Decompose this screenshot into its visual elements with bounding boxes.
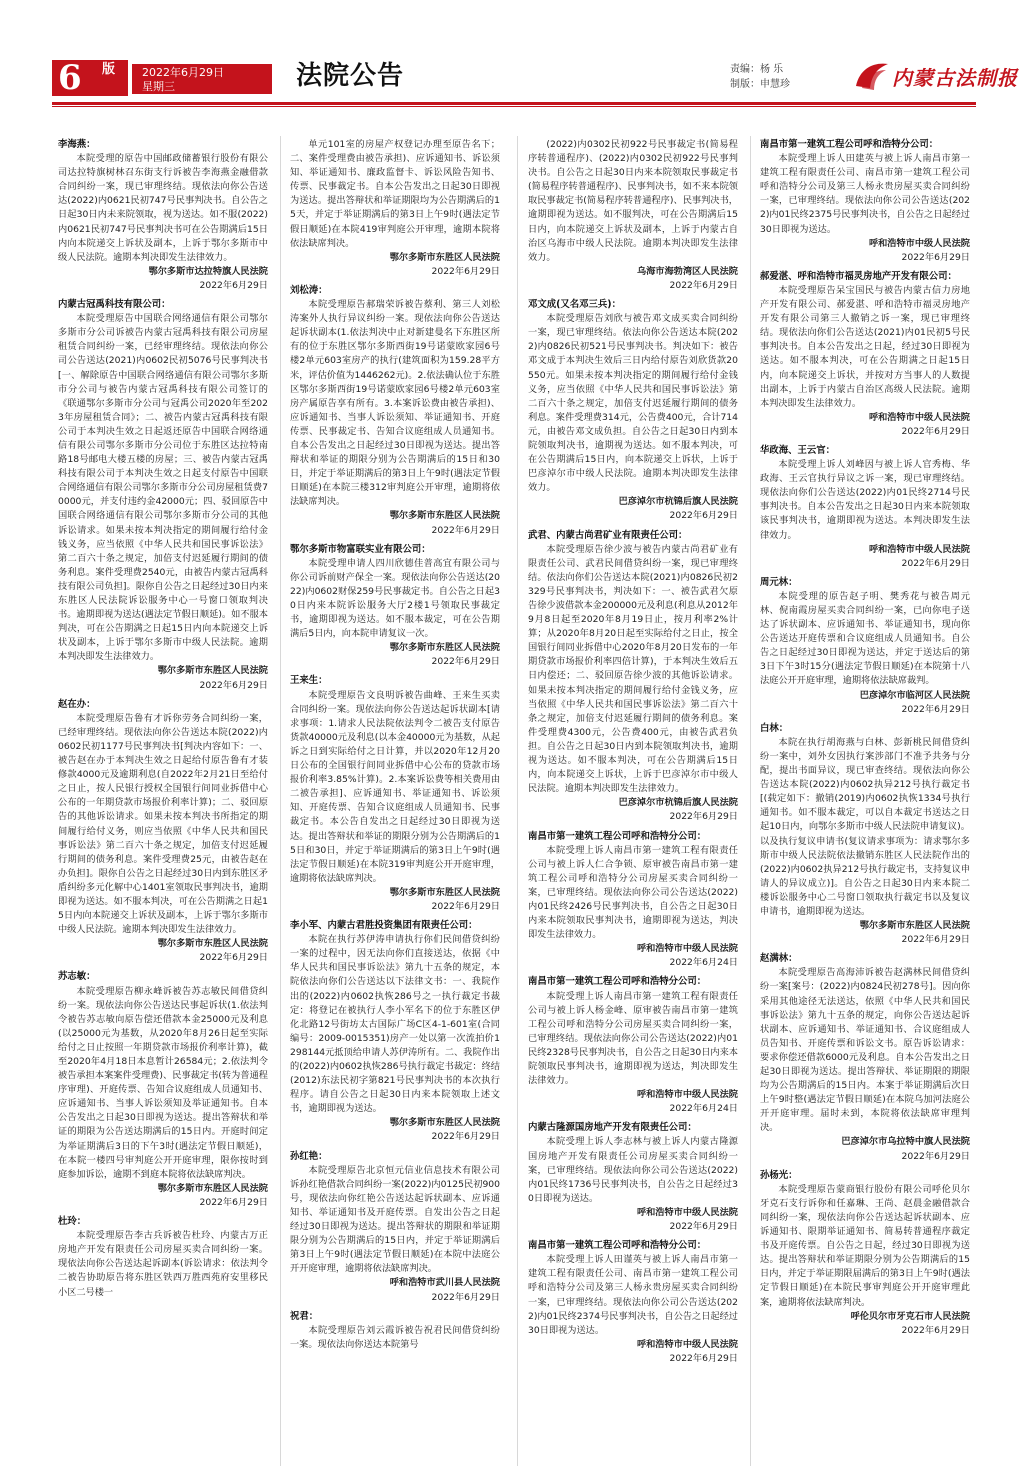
court-notice: [290, 1310, 500, 1352]
section-title: 法院公告: [296, 61, 405, 91]
court-notice: [528, 975, 738, 1116]
notice-date: 2022年6月29日: [669, 279, 738, 291]
column-3: [528, 138, 738, 1371]
notice-body: 本院受理原告蒙商银行股份有限公司呼伦贝尔牙克石支行诉你和任嘉琳、王尚、赵晨金融借款合同纠纷一案，现依法向你公告送达起诉状副本、应诉通知书、限期举证通知书、简易转普通程序裁定书及开庭传票。自公告之日起，经过30日即视为送达。提出答辩状和举证期限分别为公告期满后的15日内，并定于举证期限届满后的第3日上午9时(遇法定节假日顺延)在本院民事审判庭公开开庭审理此案，逾期将依法缺席判决。: [760, 1183, 970, 1308]
court-notice: [760, 576, 970, 717]
notice-date: 2022年6月29日: [199, 952, 268, 964]
producer: 制版：申慧珍: [730, 79, 790, 90]
court-notice: [290, 674, 500, 914]
notice-body: 本院受理原告北京恒元信业信息技术有限公司诉孙红艳借款合同纠纷一案(2022)内0125民初900号，现依法向你红艳公告送达起诉状副本、应诉通知书、举证通知书及开庭传票。自发出公告之日起经过30日即视为送达。提出答辩状的期限和举证期限分别为公告期满后的15日内，并定于举证期满后第3日上午9时(遇法定节假日顺延)在本院中法庭公开开庭审理，逾期将依法缺席判决。: [290, 1164, 500, 1275]
notice-date: 2022年6月29日: [901, 703, 970, 715]
court-notice: [290, 543, 500, 670]
notice-date: 2022年6月29日: [431, 900, 500, 912]
notice-court: 呼和浩特市中级人民法院: [868, 411, 970, 423]
court-notice: [760, 1169, 970, 1338]
column-2: [290, 138, 500, 1357]
notice-court: 鄂尔多斯市东胜区人民法院: [389, 642, 500, 654]
notice-addressee: 内蒙古隆源国房地产开发有限责任公司：: [528, 1122, 697, 1134]
notice-addressee: 南昌市第一建筑工程公司呼和浩特分公司：: [760, 139, 939, 150]
notice-body: 本院受理原告徐少波与被告内蒙古尚君矿业有限责任公司、武君民间借贷纠纷一案，现已审理终结。依法向你们公告送达本院(2021)内0826民初2329号民事判决书，判决如下：一、被告武君欠原告徐少波借款本金200000元及利息(利息从2012年9月8日起至2020年8月19日止，按月利率2%计算；从2020年8月20日起至实际给付之日止，按全国银行间同业拆借中心2020年8月20日发布的一年期贷款市场报价利率四倍计算)，于本判决生效后五日内偿还；二、驳回原告徐少波的其他诉讼请求。如果未按本判决指定的期间履行给付金钱义务，应当依照《中华人民共和国民事诉讼法》第二百六十条之规定，加倍支付迟延履行期间的债务利息。案件受理费4300元，公告费400元，由被告武君负担。自公告之日起30日内到本院领取判决书，逾期视为送达。如不服本判决，可在公告期满后15日内，向本院递交上诉状，上诉于巴彦淖尔市中级人民法院。逾期本判决即发生法律效力。: [528, 543, 738, 795]
notice-date: 2022年6月29日: [199, 279, 268, 291]
notice-body: 本院受理的原告中国邮政储蓄银行股份有限公司达拉特旗树林召东街支行诉被告李海燕金融借款合同纠纷一案，现已审理终结。现依法向你公告送达(2022)内0621民初747号民事判决书。自公告之日起30日内未来院领取，视为送达。如不服(2022)内0621民初747号民事判决书可在公告期满后15日内向本院递交上诉状及副本，上诉于鄂尔多斯市中级人民法院。逾期本判决即发生法律效力。: [58, 153, 268, 263]
notice-date: 2022年6月29日: [669, 1352, 738, 1364]
newspaper-logo: [852, 58, 1018, 94]
notice-addressee: 孙红艳：: [290, 1150, 328, 1162]
notice-body: 本院受理上诉人李志林与被上诉人内蒙古隆源国房地产开发有限责任公司房屋买卖合同纠纷一案，已审理终结。现依法向你公司公告送达(2022)内01民终1736号民事判决书，自公告之日起经过30日即视为送达。: [528, 1136, 738, 1204]
court-notice: [528, 138, 738, 293]
notice-court: 巴彦淖尔市乌拉特中旗人民法院: [841, 1136, 970, 1148]
notice-body: 本院受理原告呆宝国民与被告内蒙古信力房地产开发有限公司、郝爱湛、呼和浩特市福灵房地产开发有限公司第三人撤销之诉一案，现已审理终结。现依法向你们公告送达(2021)内01民初5号民事判决书。自本公告发出之日起，经过30日即视为送达。如不服本判决，可在公告期满之日起15日内，向本院递交上诉状，并按对方当事人的人数提出副本，上诉于内蒙古自治区高级人民法院。逾期本判决即发生法律效力。: [760, 284, 970, 409]
court-notice: [760, 722, 970, 948]
notice-date: 2022年6月29日: [431, 656, 500, 668]
notice-court: 鄂尔多斯市东胜区人民法院: [157, 665, 268, 677]
notice-addressee: 周元林：: [760, 576, 798, 588]
court-notice: [58, 298, 268, 693]
court-notice: [760, 444, 970, 571]
notice-date: 2022年6月29日: [901, 1324, 970, 1336]
notice-date: 2022年6月29日: [901, 934, 970, 946]
notice-body: 本院受理上诉人南昌市第一建筑工程有限责任公司与被上诉人杨金峰、原审被告南昌市第一建筑工程公司呼和浩特分公司房屋买卖合同纠纷一案，已审理终结。现依法向你公司公告送达(2022)内01民终2328号民事判决书，自公告之日起30日内来本院领取民事判决书，逾期即视为送达，判决即发生法律效力。: [528, 990, 738, 1087]
court-notice: [760, 138, 970, 265]
notice-addressee: 华政海、王云官：: [760, 444, 836, 456]
notice-court: 鄂尔多斯市东胜区人民法院: [859, 920, 970, 932]
court-notice: [760, 952, 970, 1163]
notice-body: 本院受理原告文良明诉被告曲峰、王来生买卖合同纠纷一案。现依法向你公告送达起诉状副本[请求事项：1.请求人民法院依法判令二被告支付原告货款40000元及利息(以本金40000元为基数，从起诉之日到实际给付之日计算，并以2020年12月20日公布的全国银行间同业拆借中心公布的贷款市场报价利率3.85%计算)。2.本案诉讼费等相关费用由二被告承担]、应诉通知书、举证通知书、诉讼须知、开庭传票、告知合议庭组成人员通知书、民事裁定书。本公告自发出之日起经过30日即视为送达。提出答辩状和举证的期限分别为公告期满后的15日和30日，并定于举证期满后的第3日上午9时(遇法定节假日顺延)在本院319审判庭公开开庭审理，逾期将依法缺席判决。: [290, 689, 500, 884]
newspaper-name: 内蒙古法制报: [892, 66, 1018, 90]
court-notice: [58, 698, 268, 966]
page-number-box: [52, 60, 128, 96]
notice-court: 呼和浩特市中级人民法院: [636, 1338, 738, 1350]
notice-date: 2022年6月29日: [901, 251, 970, 263]
notice-date: 2022年6月29日: [199, 1196, 268, 1208]
court-notice: [528, 830, 738, 971]
notice-date: 2022年6月29日: [901, 557, 970, 569]
notice-court: 呼和浩特市中级人民法院: [868, 543, 970, 555]
court-notice: [290, 1150, 500, 1305]
notice-court: 鄂尔多斯市东胜区人民法院: [389, 510, 500, 522]
notice-addressee: 祝君：: [290, 1310, 319, 1322]
logo-emblem-icon: [852, 58, 892, 94]
notice-body: 本院受理的原告赵子明、樊秀花与被告周元林、倪南霞房屋买卖合同纠纷一案，已向你电子送达了诉状副本、应诉通知书、举证通知书，现向你公告送达开庭传票和合议庭组成人员通知书。自公告之日起经过30日即视为送达，并定于送达后的第3日下午3时15分(遇法定节假日顺延)在本院第十八法庭公开开庭审理，逾期将依法缺席裁判。: [760, 590, 970, 687]
notice-date: 2022年6月29日: [901, 425, 970, 437]
notice-addressee: 赵在办：: [58, 698, 96, 710]
court-notice: [528, 298, 738, 524]
notice-body: 本院受理原告刘云霞诉被告祝君民间借贷纠纷一案。现依法向你送达本院第号: [290, 1324, 500, 1350]
column-divider: [517, 136, 518, 1466]
notice-addressee: 李海燕：: [58, 139, 96, 150]
notice-date: 2022年6月29日: [669, 1221, 738, 1233]
notice-body: 本院受理原告鲁有才诉你劳务合同纠纷一案，已经审理终结。现依法向你公告送达本院(2022)内0602民初1177号民事判决书[判决内容如下：一、被告赵在办于本判决生效之日起给付原告鲁有才装修款4000元及逾期利息(自2022年2月21日至给付之日止，按人民银行授权全国银行间同业拆借中心公布的一年期贷款市场报价利率计算)；二、驳回原告的其他诉讼请求。如果未按本判决书所指定的期间履行给付义务，则应当依照《中华人民共和国民事诉讼法》第二百六十条之规定，加倍支付迟延履行期间的债务利息。案件受理费25元，由被告赵在办负担]。限你自公告之日起经过30日内到东胜区矛盾纠纷多元化解中心1401室领取民事判决书，逾期即视为送达。如不服本判决，可在公告期满之日起15日内向本院递交上诉状及副本，上诉于鄂尔多斯市中级人民法院。逾期本判决即发生法律效力。: [58, 712, 268, 936]
notice-date: 2022年6月29日: [431, 265, 500, 277]
notice-body: 本院受理原告柳永峰诉被告苏志敏民间借贷纠纷一案。现依法向你公告送达民事起诉状(1.依法判令被告苏志敏向原告偿还借款本金25000元及利息(以25000元为基数，从2020年8月26日起至实际给付之日止按照一年期贷款市场报价利率计算)，截至2020年4月18日本息暂计26584元；2.依法判令被告承担本案案件受理费)、民事裁定书(转为普通程序审理)、开庭传票、告知合议庭组成人员通知书、应诉通知书、当事人诉讼须知及举证通知书。自本公告发出之日起30日即视为送达。提出答辩状和举证的期限为公告送达期满后的15日内。开庭时间定为举证期满后3日的下午3时(遇法定节假日顺延)，在本院一楼四号审判庭公开开庭审理，限你按时到庭参加诉讼，逾期不到庭本院将依法缺席判决。: [58, 985, 268, 1180]
notice-date: 2022年6月29日: [669, 510, 738, 522]
notice-addressee: 南昌市第一建筑工程公司呼和浩特分公司：: [528, 1240, 707, 1252]
notice-addressee: 白林：: [760, 722, 789, 734]
court-notice: [290, 919, 500, 1145]
notice-court: 鄂尔多斯市达拉特旗人民法院: [148, 265, 268, 277]
notice-addressee: 李小军、内蒙古君胜投资集团有限责任公司：: [290, 920, 478, 932]
court-notice: [58, 138, 268, 293]
issue-date: 2022年6月29日: [142, 66, 224, 79]
column-1: [58, 138, 268, 1305]
notice-court: 鄂尔多斯市东胜区人民法院: [389, 1117, 500, 1129]
notice-body: 本院受理原告刘欣与被告邓文成买卖合同纠纷一案，现已审理终结。依法向你公告送达本院(2022)内0826民初521号民事判决书。判决如下：被告邓文成于本判决生效后三日内给付原告刘欣货款20550元。如果未按本判决指定的期间履行给付金钱义务，应当依照《中华人民共和国民事诉讼法》第二百六十条之规定，加倍支付迟延履行期间的债务利息。案件受理费314元，公告费400元，合计714元，由被告邓文成负担。自公告之日起30日内到本院领取判决书，逾期视为送达。如不服本判决，可在公告期满后15日内，向本院递交上诉状，上诉于巴彦淖尔市中级人民法院。逾期本判决即发生法律效力。: [528, 313, 738, 494]
court-notice: [760, 270, 970, 439]
notice-court: 巴彦淖尔市临河区人民法院: [859, 689, 970, 701]
court-notice: [528, 1121, 738, 1234]
editor: 责编：杨 乐: [730, 64, 784, 75]
notice-court: 鄂尔多斯市东胜区人民法院: [389, 886, 500, 898]
notice-court: 呼和浩特市中级人民法院: [868, 237, 970, 249]
notice-addressee: 南昌市第一建筑工程公司呼和浩特分公司：: [528, 976, 707, 988]
court-notice: [528, 529, 738, 825]
notice-addressee: 郝爱湛、呼和浩特市福灵房地产开发有限公司：: [760, 270, 957, 282]
issue-date-block: [132, 64, 272, 94]
notice-addressee: 邓文成(又名邓三兵)：: [528, 299, 621, 311]
notice-date: 2022年6月29日: [901, 1150, 970, 1162]
issue-weekday: 星期三: [142, 80, 175, 93]
notice-date: 2022年6月29日: [431, 1131, 500, 1143]
notice-addressee: 苏志敏：: [58, 971, 96, 983]
notice-court: 呼和浩特市武川县人民法院: [389, 1277, 500, 1289]
notice-court: 鄂尔多斯市东胜区人民法院: [157, 1182, 268, 1194]
notice-court: 乌海市海勃湾区人民法院: [636, 265, 738, 277]
notice-body: 本院受理原告郝瑞荣诉被告蔡利、第三人刘松涛案外人执行异议纠纷一案。现依法向你公告送达起诉状副本(1.依法判决中止对新建曼名下东胜区所有的位于东胜区鄂尔多斯西街19号诺蒙欧家园6号楼2单元603室房产的执行(建筑面积为159.28平方米，评估价值为1446262元)。2.依法确认位于东胜区鄂尔多斯西街19号诺蒙欧家园6号楼2单元603室房产属原告享有所有。3.本案诉讼费由被告承担)、应诉通知书、当事人诉讼须知、举证通知书、开庭传票、民事裁定书、告知合议庭组成人员通知书。自本公告发出之日起经过30日即视为送达。提出答辩状和举证的期限分别为公告期满后的15日和30日，并定于举证期满后的第3日上午9时(遇法定节假日顺延)在本院三楼312审判庭公开审理，逾期将依法缺席判决。: [290, 299, 500, 508]
header-rule-thin: [52, 106, 976, 107]
notice-addressee: 赵满林：: [760, 953, 798, 965]
notice-date: 2022年6月29日: [669, 811, 738, 823]
notice-court: 呼和浩特市中级人民法院: [636, 943, 738, 955]
notice-body: 本院在执行胡海燕与白林、彭新桃民间借贷纠纷一案中，刘外女因执行案涉部门不准予共务与分配，提出书面异议，现已审查终结。现依法向你公告送达本院(2022)内0602执异212号执行裁定书[(载定如下：撤销(2019)内0602执恢1334号执行通知书。如不服本裁定，可以自本裁定书送达之日起10日内，向鄂尔多斯市中级人民法院申请复议)。以及执行复议申请书(复议请求事项为：请求鄂尔多斯市中级人民法院依法撤销东胜区人民法院作出的(2022)内0602执异212号执行裁定书，支持复议申请人的异议成立)]。自公告之日起30日内来本院二楼诉讼服务中心二号窗口领取执行裁定书以及复议申请书，逾期即视为送达。: [760, 736, 970, 917]
header-rule: [52, 102, 976, 105]
notice-body: 本院受理上诉人田谨英与被上诉人南昌市第一建筑工程有限责任公司、南昌市第一建筑工程公司呼和浩特分公司及第三人杨永贵房屋买卖合同纠纷一案，已审理终结。现依法向你公司公告送达(2022)内01民终2374号民事判决书，自公告之日起经过30日即视为送达。: [528, 1254, 738, 1336]
notice-addressee: 南昌市第一建筑工程公司呼和浩特分公司：: [528, 830, 707, 842]
editor-credits: [730, 62, 810, 92]
notice-body: 本院受理原告李古兵诉被告杜玲、内蒙古万正房地产开发有限责任公司房屋买卖合同纠纷一案。现依法向你公告送达起诉副本(诉讼请求：依法判令二被告协助原告将东胜区铁西万胜西苑府安里移民小区二号楼一: [58, 1230, 268, 1298]
notice-date: 2022年6月24日: [669, 1103, 738, 1115]
notice-addressee: 孙杨光：: [760, 1169, 798, 1181]
masthead: [52, 56, 1018, 100]
court-notice: [290, 284, 500, 538]
court-notice: [58, 970, 268, 1210]
notice-date: 2022年6月29日: [431, 524, 500, 536]
notice-addressee: 鄂尔多斯市物富联实业有限公司：: [290, 543, 431, 555]
notice-addressee: 王来生：: [290, 675, 328, 687]
notice-date: 2022年6月29日: [431, 1291, 500, 1303]
notice-court: 呼和浩特市中级人民法院: [636, 1206, 738, 1218]
column-divider: [280, 136, 281, 1466]
page-number: 6: [58, 58, 82, 98]
notice-body: 本院受理申请人四川欣德佳普高宜有限公司与你公司诉前财产保全一案。现依法向你公告送达(2022)内0602财保259号民事裁定书。自公告之日起30日内来本院诉讼服务大厅2楼1号领取民事裁定书，逾期即视为送达。如不服本裁定，可在公告期满后5日内，向本院申请复议一次。: [290, 557, 500, 640]
notice-body: 本院受理上诉人田建英与被上诉人南昌市第一建筑工程有限责任公司、南昌市第一建筑工程公司呼和浩特分公司及第三人杨永贵房屋买卖合同纠纷一案，已审理终结。现依法向你公司公告送达(2022)内01民终2375号民事判决书，自公告之日起经过30日即视为送达。: [760, 153, 970, 235]
court-notice: [58, 1215, 268, 1300]
notice-body: (2022)内0302民初922号民事裁定书(简易程序转普通程序)、(2022)内0302民初922号民事判决书。自公告之日起30日内来本院领取民事裁定书(简易程序转普通程序)、民事判决书，如不来本院领取民事裁定书(简易程序转普通程序)、民事判决书，逾期即视为送达。如不服判决，可在公告期满后15日内，向本院递交上诉状及副本，上诉于内蒙古自治区乌海市中级人民法院。逾期本判决即发生法律效力。: [528, 139, 738, 263]
notice-addressee: 内蒙古冠禹科技有限公司：: [58, 299, 171, 311]
notice-body: 本院受理上诉人南昌市第一建筑工程有限责任公司与被上诉人仁合争锁、原审被告南昌市第一建筑工程公司呼和浩特分公司房屋买卖合同纠纷一案，已审理终结。现依法向你公司公告送达(2022)内01民终2426号民事判决书，自公告之日起30日内来本院领取民事判决书，逾期即视为送达，判决即发生法律效力。: [528, 844, 738, 941]
notice-court: 鄂尔多斯市东胜区人民法院: [157, 938, 268, 950]
notice-court: 呼伦贝尔市牙克石市人民法院: [850, 1310, 970, 1322]
notice-date: 2022年6月29日: [199, 679, 268, 691]
notice-court: 呼和浩特市中级人民法院: [636, 1089, 738, 1101]
court-notice: [290, 138, 500, 279]
notice-body: 本院在执行苏伊涛申请执行你们民间借贷纠纷一案的过程中，因无法向你们直接送达，依据《中华人民共和国民事诉讼法》第九十五条的规定，本院依法向你们公告送达以下法律文书：一、我院作出的(2022)内0602执恢286号之一执行裁定书裁定：将登记在被执行人李小军名下的位于东胜区伊化北路12号街坊太古国际广场C区4-1-601室(合同编号：2009-0015351)房产一处以第一次流拍价1298144元抵顶给申请人苏伊涛所有。二、我院作出的(2022)内0602执恢286号执行裁定书裁定：终结(2012)东法民初字第821号民事判决书的本次执行程序。请自公告之日起30日内来本院领取上述文书，逾期即视为送达。: [290, 934, 500, 1115]
notice-addressee: 刘松涛：: [290, 284, 328, 296]
page-ban-label: 版: [102, 62, 116, 77]
column-4: [760, 138, 970, 1343]
notice-court: 鄂尔多斯市东胜区人民法院: [389, 251, 500, 263]
notice-addressee: 杜玲：: [58, 1216, 87, 1228]
notice-addressee: 武君、内蒙古尚君矿业有限责任公司：: [528, 529, 688, 541]
notice-body: 单元101室的房屋产权登记办理至原告名下；二、案件受理费由被告承担)、应诉通知书、诉讼须知、举证通知书、廉政监督卡、诉讼风险告知书、传票、民事裁定书。自本公告发出之日起30日即视为送达。提出答辩状和举证期限均为公告期满后的15天，并定于举证期满后的第3日上午9时(遇法定节假日顺延)在本院419审判庭公开审理，逾期本院将依法缺席判决。: [290, 139, 500, 249]
court-notice: [528, 1239, 738, 1366]
column-divider: [750, 136, 751, 1466]
notice-court: 巴彦淖尔市杭锦后旗人民法院: [618, 797, 738, 809]
notice-body: 本院受理原告中国联合网络通信有限公司鄂尔多斯市分公司诉被告内蒙古冠禹科技有限公司房屋租赁合同纠纷一案，已经审理终结。现依法向你公司公告送达(2021)内0602民初5076号民事判决书[一、解除原告中国联合网络通信有限公司鄂尔多斯市分公司与被告内蒙古冠禹科技有限公司签订的《联通鄂尔多斯市分公司与冠禹公司2020年至2023年房屋租赁合同》；二、被告内蒙古冠禹科技有限公司于本判决生效之日起返还原告中国联合网络通信有限公司鄂尔多斯市分公司位于东胜区达拉特南路18号邮电大楼五楼的房屋；三、被告内蒙古冠禹科技有限公司于本判决生效之日起支付原告中国联合网络通信有限公司鄂尔多斯市分公司房屋租赁费70000元，并支付违约金42000元；四、驳回原告中国联合网络通信有限公司鄂尔多斯市分公司的其他诉讼请求。如果未按本判决指定的期间履行给付金钱义务，应当依照《中华人民共和国民事诉讼法》第二百六十条之规定，加倍支付迟延履行期间的债务利息。案件受理费2540元，由被告内蒙古冠禹科技有限公司负担]。限你自公告之日起经过30日内来东胜区人民法院诉讼服务中心一号窗口领取判决书。逾期即视为送达(遇法定节假日顺延)。如不服本判决，可在公告期满之日起15日内向本院递交上诉状及副本，上诉于鄂尔多斯市中级人民法院。逾期本判决即发生法律效力。: [58, 313, 268, 663]
notice-date: 2022年6月24日: [669, 957, 738, 969]
notice-body: 本院受理原告高海沛诉被告赵满林民间借贷纠纷一案[案号：(2022)内0824民初278号]。因向你采用其他途径无法送达，依照《中华人民共和国民事诉讼法》第九十五条的规定，向你公告送达起诉状副本、应诉通知书、举证通知书、合议庭组成人员告知书、开庭传票和诉讼文书。原告诉讼请求：要求你偿还借款6000元及利息。自本公告发出之日起30日即视为送达。提出答辩状、举证期限的期限均为公告期满后的15日内。本案于举证期满后次日上午9时整(遇法定节假日顺延)在本院乌加河法庭公开开庭审理。届时未到，本院将依法缺席审理判决。: [760, 967, 970, 1134]
notice-court: 巴彦淖尔市杭锦后旗人民法院: [618, 496, 738, 508]
notice-body: 本院受理上诉人刘峰因与被上诉人官秀梅、华政海、王云官执行异议之诉一案，现已审理终结。现依法向你们公告送达(2022)内01民终2714号民事判决书。自本公告发出之日起30日内来本院领取该民事判决书，逾期即视为送达。本判决即发生法律效力。: [760, 459, 970, 541]
